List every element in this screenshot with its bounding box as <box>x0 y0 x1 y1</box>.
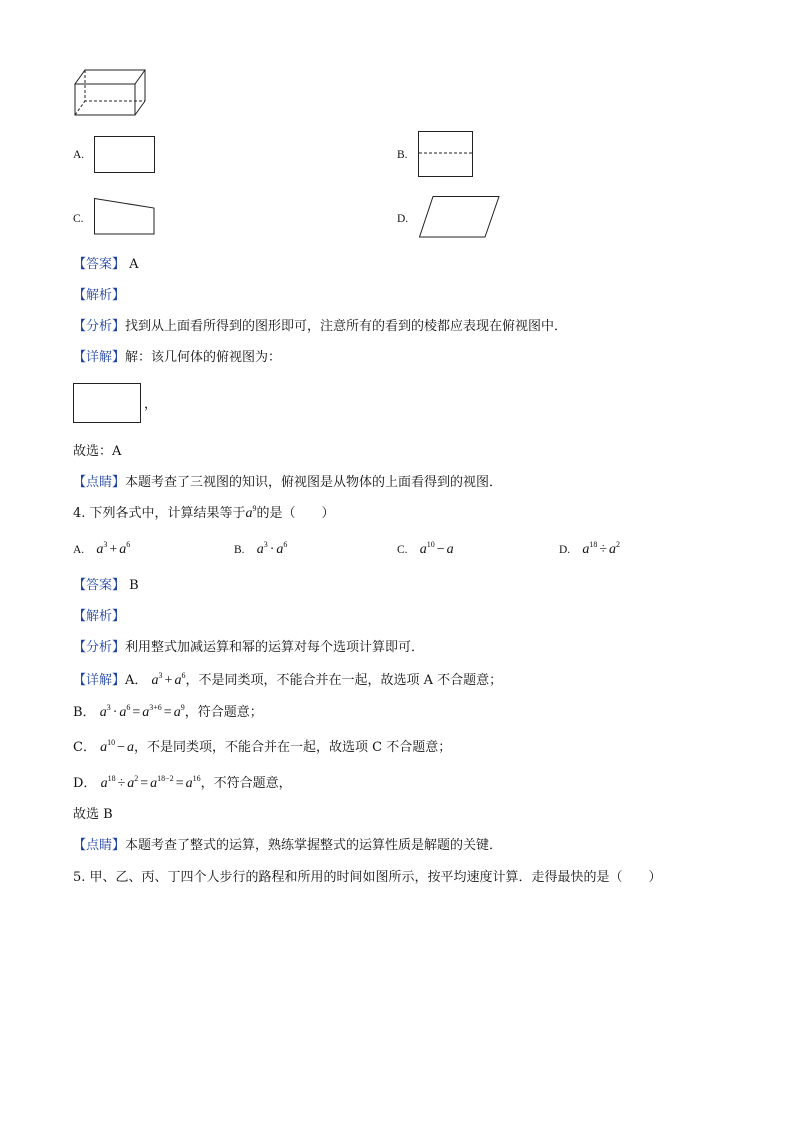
q4-xiangjie-line-a <box>73 673 502 689</box>
line-b-text: ，符合题意； <box>184 705 263 720</box>
figure-comma: ， <box>144 397 158 412</box>
q4-stem <box>73 506 335 522</box>
q4-option-a-label: A. <box>73 544 85 556</box>
line-b-expr: $a^3 \cdot a^6 = a^{3+6} = a^9$ <box>99 703 185 720</box>
line-d-expr: $a^{18} \div a^2 = a^{18-2} = a^{16}$ <box>100 774 201 791</box>
xiangjie-text: 解：该几何体的俯视图为： <box>125 350 282 365</box>
fenxi-text: 利用整式加减运算和幂的运算对每个选项计算即可． <box>125 640 425 655</box>
line-d-prefix: D． <box>73 776 97 791</box>
q4-option-d-label: D. <box>559 544 571 556</box>
line-a-prefix: A． <box>125 673 148 688</box>
q3-option-b-rectangle-dashed[interactable] <box>418 131 474 179</box>
q4-guxuan: 故选 B <box>73 807 113 822</box>
q3-option-d-label[interactable]: D. <box>397 213 409 225</box>
q4-option-b-expr: $a^3 \cdot a^6$ <box>256 540 288 557</box>
line-c-prefix: C． <box>73 740 96 755</box>
xiangjie-tag: 【详解】 <box>73 673 126 688</box>
answer-tag: 【答案】 <box>73 257 126 272</box>
q4-option-a-expr: $a^3 + a^6$ <box>96 540 131 557</box>
q3-fenxi <box>73 319 567 335</box>
q3-option-a-rectangle[interactable] <box>94 136 156 174</box>
q4-option-c[interactable] <box>397 542 454 558</box>
q4-stem-power: $a^9$ <box>245 504 257 521</box>
answer-value: B <box>129 578 139 593</box>
q4-option-b-label: B. <box>234 544 245 556</box>
fenxi-text: 找到从上面看所得到的图形即可，注意所有的看到的棱都应表现在俯视图中． <box>125 319 568 334</box>
q3-xiangjie <box>73 350 281 366</box>
answer-value: A <box>129 257 139 272</box>
q4-stem-before: 4. 下列各式中，计算结果等于 <box>73 506 246 521</box>
q3-answer <box>73 257 139 273</box>
q3-guxuan: 故选：A <box>73 444 122 459</box>
dianjing-tag: 【点睛】 <box>73 838 126 853</box>
q3-option-d-parallelogram[interactable] <box>419 196 501 240</box>
q4-option-c-label: C. <box>397 544 408 556</box>
fenxi-tag: 【分析】 <box>73 319 126 334</box>
line-b-prefix: B． <box>73 705 96 720</box>
line-d-text: ，不符合题意， <box>200 776 292 791</box>
dianjing-tag: 【点睛】 <box>73 475 126 490</box>
top-view-rectangle <box>73 383 143 425</box>
xiangjie-tag: 【详解】 <box>73 350 126 365</box>
q4-line-d <box>73 776 292 792</box>
q4-option-b[interactable] <box>234 542 287 558</box>
q4-option-d[interactable] <box>559 542 620 558</box>
q4-answer <box>73 578 139 594</box>
q4-line-b <box>73 705 263 721</box>
q4-line-c <box>73 740 451 756</box>
q4-option-c-expr: $a^{10} - a$ <box>419 540 454 557</box>
q4-option-a[interactable] <box>73 542 130 558</box>
dianjing-text: 本题考查了三视图的知识，俯视图是从物体的上面看得到的视图． <box>125 475 503 490</box>
q5-stem: 5. 甲、乙、丙、丁四个人步行的路程和所用的时间如图所示，按平均速度计算．走得最快的是（ ） <box>73 870 662 885</box>
answer-tag: 【答案】 <box>73 578 126 593</box>
q3-option-c-label[interactable]: C. <box>73 213 84 225</box>
q4-dianjing <box>73 838 502 854</box>
line-c-expr: $a^{10} - a$ <box>100 738 134 755</box>
q3-option-b-label[interactable]: B. <box>397 149 408 161</box>
q3-option-a-label[interactable]: A. <box>73 149 85 161</box>
prism-figure <box>70 64 152 120</box>
line-a-expr: $a^3 + a^6$ <box>151 671 186 688</box>
line-c-text: ，不是同类项，不能合并在一起，故选项 C 不合题意； <box>134 740 452 755</box>
q3-jiexi-tag: 【解析】 <box>73 288 126 303</box>
line-a-text: ，不是同类项，不能合并在一起，故选项 A 不合题意； <box>185 673 503 688</box>
dianjing-text: 本题考查了整式的运算，熟练掌握整式的运算性质是解题的关键． <box>125 838 503 853</box>
q4-option-d-expr: $a^{18} \div a^2$ <box>582 540 621 557</box>
q4-stem-after: 的是（ ） <box>256 506 335 521</box>
q3-dianjing <box>73 475 502 491</box>
fenxi-tag: 【分析】 <box>73 640 126 655</box>
q4-jiexi-tag: 【解析】 <box>73 609 126 624</box>
q3-option-c-trapezoid[interactable] <box>94 198 156 236</box>
q4-fenxi <box>73 640 424 656</box>
